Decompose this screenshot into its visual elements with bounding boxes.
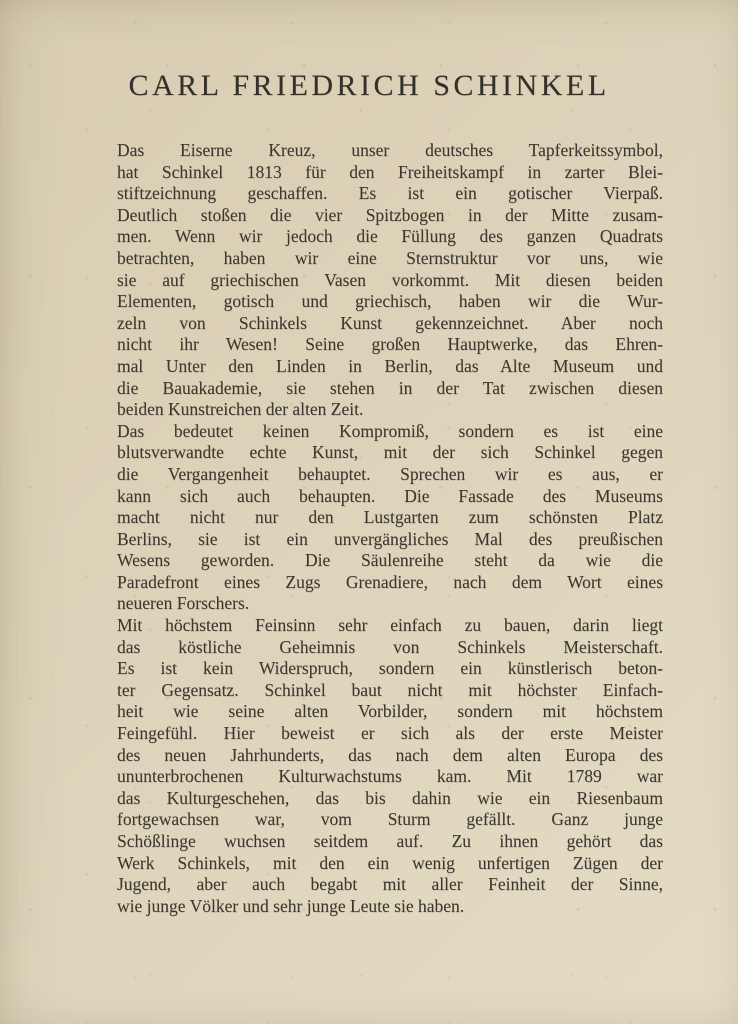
text-line: mal Unter den Linden in Berlin, das Alte Museum und	[117, 355, 663, 376]
text-line: Wesens geworden. Die Säulenreihe steht da wie die	[117, 550, 663, 571]
text-line: wie junge Völker und sehr junge Leute sie haben.	[117, 895, 465, 916]
paragraph	[117, 140, 663, 421]
text-line: ununterbrochenen Kulturwachstums kam. Mit 1789 war	[117, 766, 663, 787]
text-line: heit wie seine alten Vorbilder, sondern mit höchstem	[117, 701, 663, 722]
text-line: Berlins, sie ist ein unvergängliches Mal des preußischen	[117, 528, 663, 549]
text-line: ter Gegensatz. Schinkel baut nicht mit höchster Einfach-	[117, 679, 663, 700]
text-line: des neuen Jahrhunderts, das nach dem alten Europa des	[117, 744, 663, 765]
text-line: das Kulturgeschehen, das bis dahin wie ein Riesenbaum	[117, 787, 663, 808]
text-line: Paradefront eines Zugs Grenadiere, nach dem Wort eines	[117, 571, 663, 592]
text-line: Deutlich stoßen die vier Spitzbogen in der Mitte zusam-	[117, 204, 663, 225]
text-line: betrachten, haben wir eine Sternstruktur vor uns, wie	[117, 247, 663, 268]
text-line: neueren Forschers.	[117, 593, 250, 614]
text-line: hat Schinkel 1813 für den Freiheitskampf in zarter Blei-	[117, 161, 663, 182]
page-title: CARL FRIEDRICH SCHINKEL	[128, 69, 610, 102]
body-text	[117, 140, 663, 917]
text-line: Das Eiserne Kreuz, unser deutsches Tapferkeitssymbol,	[117, 140, 663, 160]
text-line: blutsverwandte echte Kunst, mit der sich Schinkel gegen	[117, 442, 663, 463]
text-line: macht nicht nur den Lustgarten zum schönsten Platz	[117, 507, 663, 528]
text-line: men. Wenn wir jedoch die Füllung des ganzen Quadrats	[117, 226, 663, 247]
text-line: die Bauakademie, sie stehen in der Tat zwischen diesen	[117, 377, 663, 398]
text-line: zeln von Schinkels Kunst gekennzeichnet. Aber noch	[117, 312, 663, 333]
text-line: die Vergangenheit behauptet. Sprechen wir es aus, er	[117, 463, 663, 484]
text-line: Es ist kein Widerspruch, sondern ein künstlerisch beton-	[117, 658, 663, 679]
text-line: Mit höchstem Feinsinn sehr einfach zu bauen, darin liegt	[117, 615, 663, 636]
text-line: beiden Kunstreichen der alten Zeit.	[117, 399, 364, 420]
paragraph	[117, 421, 663, 615]
text-line: Jugend, aber auch begabt mit aller Feinheit der Sinne,	[117, 874, 663, 895]
text-line: stiftzeichnung geschaffen. Es ist ein gotischer Vierpaß.	[117, 183, 663, 204]
paragraph	[117, 615, 663, 917]
text-line: Werk Schinkels, mit den ein wenig unfertigen Zügen der	[117, 852, 663, 873]
text-line: Das bedeutet keinen Kompromiß, sondern es ist eine	[117, 420, 663, 441]
text-line: nicht ihr Wesen! Seine großen Hauptwerke, das Ehren-	[117, 334, 663, 355]
text-line: fortgewachsen war, vom Sturm gefällt. Ganz junge	[117, 809, 663, 830]
text-line: Schößlinge wuchsen seitdem auf. Zu ihnen gehört das	[117, 831, 663, 851]
text-line: das köstliche Geheimnis von Schinkels Meisterschaft.	[117, 636, 663, 657]
text-line: sie auf griechischen Vasen vorkommt. Mit diesen beiden	[117, 269, 663, 290]
text-line: kann sich auch behaupten. Die Fassade des Museums	[117, 485, 663, 506]
text-line: Feingefühl. Hier beweist er sich als der erste Meister	[117, 723, 663, 744]
text-line: Elementen, gotisch und griechisch, haben wir die Wur-	[117, 291, 663, 312]
